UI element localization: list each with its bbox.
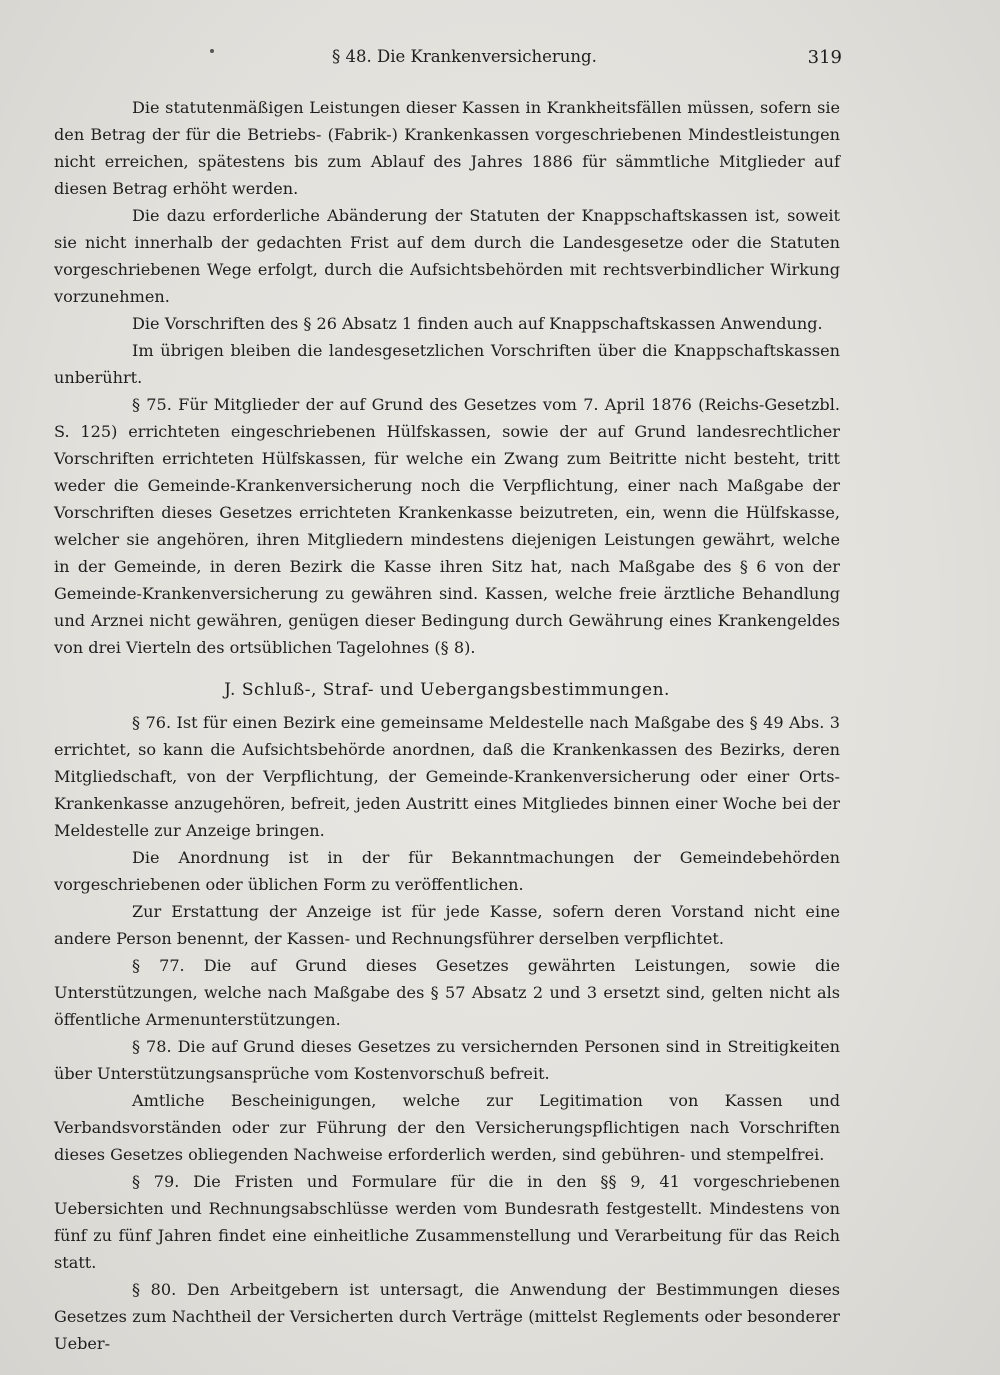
paragraph: Die Vorschriften des § 26 Absatz 1 finden auch auf Knappschaftskassen Anwendung. bbox=[132, 314, 823, 333]
paragraph-section-80: § 80. Den Arbeitgebern ist untersagt, die Anwendung der Bestimmungen dieses Gesetzes zum Nachtheil der Versicherten durch Verträge (mittelst Reglements oder besonderer Ueber- bbox=[54, 1280, 840, 1353]
paragraph: Im übrigen bleiben die landesgesetzlichen Vorschriften über die Knappschaftskassen unberührt. bbox=[54, 341, 840, 387]
page-number: 319 bbox=[807, 47, 842, 68]
section-heading: J. Schluß-, Straf- und Uebergangsbestimmungen. bbox=[224, 680, 670, 700]
running-header bbox=[50, 47, 842, 77]
paragraph: Die statutenmäßigen Leistungen dieser Kassen in Krankheitsfällen müssen, sofern sie den Betrag der für die Betriebs- (Fabrik-) Krankenkassen vorgeschriebenen Mindestleistungen nicht erreichen, spätestens bis zum Ablauf des Jahres 1886 für sämmtliche Mitglieder auf diesen Betrag erhöht werden. bbox=[54, 98, 840, 198]
paragraph: Die dazu erforderliche Abänderung der Statuten der Knappschaftskassen ist, soweit sie nicht innerhalb der gedachten Frist auf dem durch die Landesgesetze oder die Statuten vorgeschriebenen Wege erfolgt, durch die Aufsichtsbehörden mit rechtsverbindlicher Wirkung vorzunehmen. bbox=[54, 206, 840, 306]
paragraph-section-77: § 77. Die auf Grund dieses Gesetzes gewährten Leistungen, sowie die Unterstützungen, welche nach Maßgabe des § 57 Absatz 2 und 3 ersetzt sind, gelten nicht als öffentliche Armenunterstützungen. bbox=[54, 956, 840, 1029]
paragraph-section-75: § 75. Für Mitglieder der auf Grund des Gesetzes vom 7. April 1876 (Reichs-Gesetzbl. S. 125) errichteten eingeschriebenen Hülfskassen, sowie der auf Grund landesrechtlicher Vorschriften errichteten Hülfskassen, für welche ein Zwang zum Beitritte nicht besteht, tritt weder die Gemeinde-Krankenversicherung noch die Verpflichtung, einer nach Maßgabe der Vorschriften dieses Gesetzes errichteten Krankenkasse beizutreten, ein, wenn die Hülfskasse, welcher sie angehören, ihren Mitgliedern mindestens diejenigen Leistungen gewährt, welche in der Gemeinde, in deren Bezirk die Kasse ihren Sitz hat, nach Maßgabe des § 6 von der Gemeinde-Krankenversicherung zu gewähren sind. Kassen, welche freie ärztliche Behandlung und Arznei nicht gewähren, genügen dieser Bedingung durch Gewährung eines Krankengeldes von drei Vierteln des ortsüblichen Tagelohnes (§ 8). bbox=[54, 395, 840, 657]
paragraph-section-78: § 78. Die auf Grund dieses Gesetzes zu versichernden Personen sind in Streitigkeiten über Unterstützungsansprüche vom Kostenvorschuß befreit. bbox=[54, 1037, 840, 1083]
paragraph: Die Anordnung ist in der für Bekanntmachungen der Gemeindebehörden vorgeschriebenen oder üblichen Form zu veröffentlichen. bbox=[54, 848, 840, 894]
paragraph: Amtliche Bescheinigungen, welche zur Legitimation von Kassen und Verbandsvorständen oder zur Führung der den Versicherungspflichtigen nach Vorschriften dieses Gesetzes obliegenden Nachweise erforderlich werden, sind gebühren- und stempelfrei. bbox=[54, 1091, 840, 1164]
paragraph-section-76: § 76. Ist für einen Bezirk eine gemeinsame Meldestelle nach Maßgabe des § 49 Abs. 3 errichtet, so kann die Aufsichtsbehörde anordnen, daß die Krankenkassen des Bezirks, deren Mitgliedschaft, von der Verpflichtung, der Gemeinde-Krankenversicherung oder einer Orts-Krankenkasse anzugehören, befreit, jeden Austritt eines Mitgliedes binnen einer Woche bei der Meldestelle zur Anzeige bringen. bbox=[54, 713, 840, 840]
paragraph: Zur Erstattung der Anzeige ist für jede Kasse, sofern deren Vorstand nicht eine andere Person benennt, der Kassen- und Rechnungsführer derselben verpflichtet. bbox=[54, 902, 840, 948]
page-body bbox=[54, 94, 840, 1357]
paragraph-section-79: § 79. Die Fristen und Formulare für die in den §§ 9, 41 vorgeschriebenen Uebersichten und Rechnungsabschlüsse werden vom Bundesrath festgestellt. Mindestens von fünf zu fünf Jahren findet eine einheitliche Zusammenstellung und Verarbeitung für das Reich statt. bbox=[54, 1172, 840, 1272]
running-title: § 48. Die Krankenversicherung. bbox=[332, 47, 597, 66]
